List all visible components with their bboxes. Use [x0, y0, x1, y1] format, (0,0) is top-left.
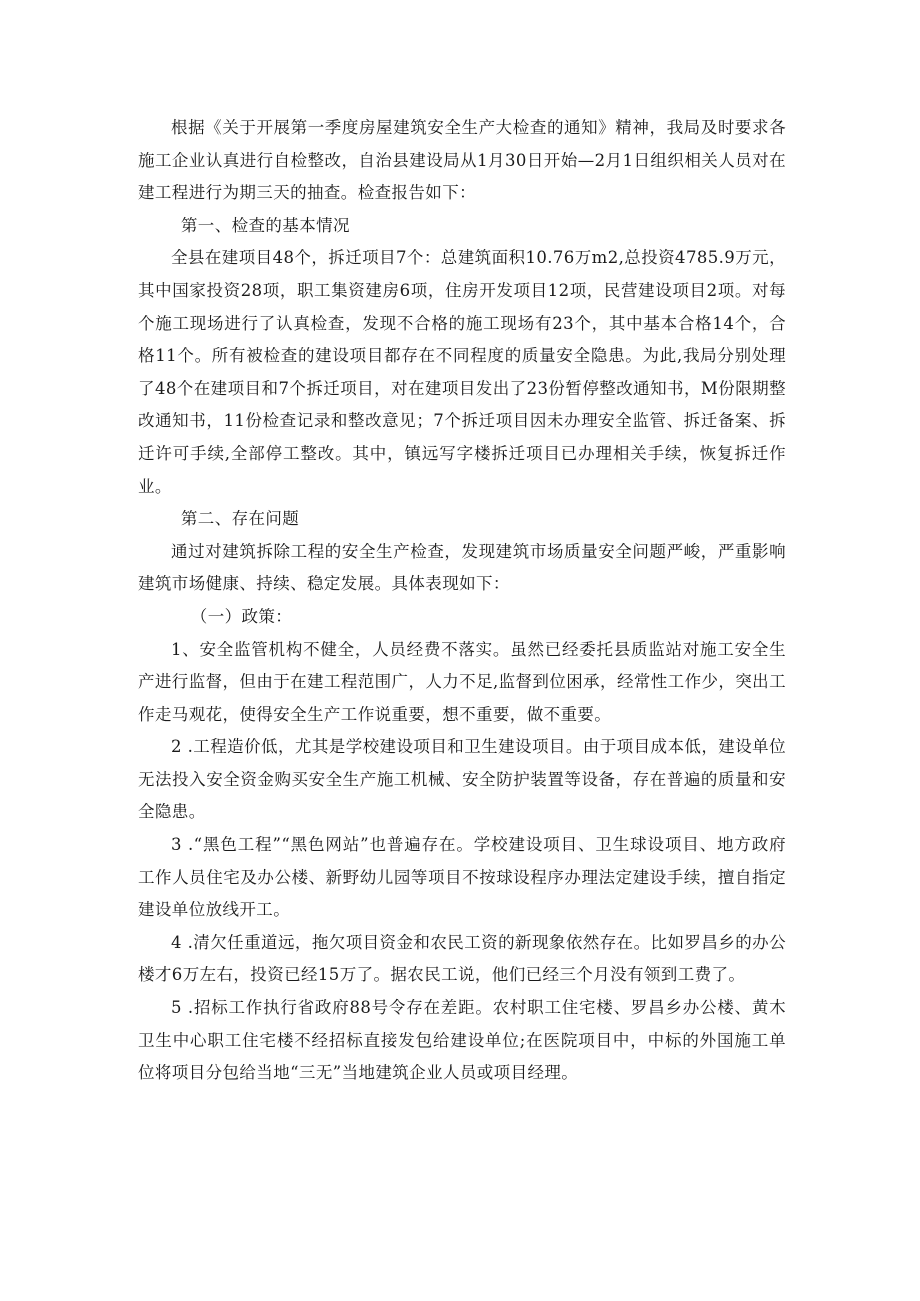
list-item-5: 5 .招标工作执行省政府88号令存在差距。农村职工住宅楼、罗昌乡办公楼、黄木卫生中心职工住宅楼不经招标直接发包给建设单位;在医院项目中，中标的外国施工单位将项目分包给当地“三无”当地建筑企业人员或项目经理。	[138, 998, 786, 1083]
list-item-3: 3 .“黑色工程”“黑色网站”也普遍存在。学校建设项目、卫生球设项目、地方政府工作人员住宅及办公楼、新野幼儿园等项目不按球设程序办理法定建设手续，擅自指定建设单位放线开工。	[138, 835, 786, 920]
section-heading-basic-situation: 第一、检查的基本情况	[180, 215, 350, 235]
paragraph-problems-overview: 通过对建筑拆除工程的安全生产检查，发现建筑市场质量安全问题严峻，严重影响建筑市场健康、持续、稳定发展。具体表现如下：	[138, 541, 786, 594]
section-heading-problems: 第二、存在问题	[180, 509, 300, 529]
list-item-1: 1、安全监管机构不健全，人员经费不落实。虽然已经委托县质监站对施工安全生产进行监督，但由于在建工程范围广，人力不足,监督到位困承，经常性工作少，突出工作走马观花，使得安全生产工作说重要，想不重要，做不重要。	[138, 639, 786, 724]
document-body	[138, 112, 786, 1090]
paragraph-basic-situation: 全县在建项目48个，拆迁项目7个：总建筑面积10.76万m2,总投资4785.9万元，其中国家投资28项，职工集资建房6项，住房开发项目12项，民营建设项目2项。对每个施工现场进行了认真检查，发现不合格的施工现场有23个，其中基本合格14个，合格11个。所有被检查的建设项目都存在不同程度的质量安全隐患。为此,我局分别处理了48个在建项目和7个拆迁项目，对在建项目发出了23份暂停整改通知书，M份限期整改通知书，11份检查记录和整改意见；7个拆迁项目因未办理安全监管、拆迁备案、拆迁许可手续,全部停工整改。其中，镇远写字楼拆迁项目已办理相关手续，恢复拆迁作业。	[138, 248, 786, 496]
list-item-2: 2 .工程造价低，尤其是学校建设项目和卫生建设项目。由于项目成本低，建设单位无法投入安全资金购买安全生产施工机械、安全防护装置等设备，存在普遍的质量和安全隐患。	[138, 737, 786, 822]
subheading-policy: （一）政策：	[190, 606, 293, 626]
list-item-4: 4 .清欠任重道远，拖欠项目资金和农民工资的新现象依然存在。比如罗昌乡的办公楼才6万左右，投资已经15万了。据农民工说，他们已经三个月没有领到工费了。	[138, 932, 786, 985]
paragraph-intro: 根据《关于开展第一季度房屋建筑安全生产大检查的通知》精神，我局及时要求各施工企业认真进行自检整改，自治县建设局从1月30日开始—2月1日组织相关人员对在建工程进行为期三天的抽查。检查报告如下：	[138, 118, 786, 203]
